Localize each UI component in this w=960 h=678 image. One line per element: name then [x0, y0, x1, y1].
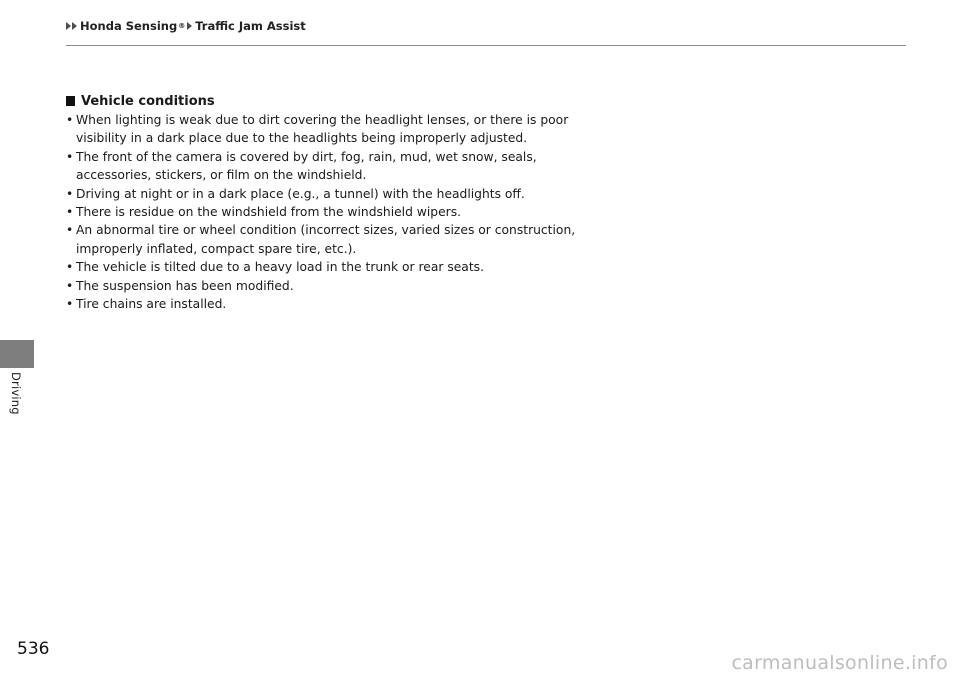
section-heading [66, 92, 606, 110]
chapter-label: Driving [9, 372, 23, 415]
list-item-text: The suspension has been modified. [76, 278, 294, 293]
list-item-text: Tire chains are installed. [76, 297, 227, 312]
condition-list [66, 111, 606, 313]
square-bullet-icon [66, 96, 75, 106]
bullet-icon: • [66, 260, 74, 275]
list-item [66, 111, 606, 148]
watermark: carmanualsonline.info [731, 652, 948, 674]
list-item-text: The vehicle is tilted due to a heavy load in the trunk or rear seats. [76, 260, 484, 275]
list-item-text: An abnormal tire or wheel condition (incorrect sizes, varied sizes or construction, improperly inflated, compact spare tire, etc.). [76, 223, 576, 256]
bullet-icon: • [66, 186, 74, 201]
header-divider [66, 45, 906, 46]
list-item [66, 295, 606, 313]
list-item-text: Driving at night or in a dark place (e.g., a tunnel) with the headlights off. [76, 186, 525, 201]
bullet-icon: • [66, 149, 74, 164]
list-item [66, 203, 606, 221]
registered-mark: ® [178, 22, 186, 30]
list-item [66, 277, 606, 295]
breadcrumb-arrow-icon [66, 22, 71, 30]
list-item-text: When lighting is weak due to dirt covering the headlight lenses, or there is poor visibility in a dark place due to the headlights being improperly adjusted. [76, 113, 569, 146]
breadcrumb-item-traffic-jam-assist[interactable]: Traffic Jam Assist [195, 19, 306, 33]
list-item-text: The front of the camera is covered by dirt, fog, rain, mud, wet snow, seals, accessories, stickers, or film on the windshield. [76, 149, 537, 183]
section-heading-text: Vehicle conditions [81, 93, 215, 109]
list-item-text: There is residue on the windshield from the windshield wipers. [76, 205, 462, 220]
breadcrumb-item-honda-sensing[interactable]: Honda Sensing [80, 19, 178, 33]
chapter-tab-marker [0, 340, 34, 368]
breadcrumb [66, 19, 306, 33]
bullet-icon: • [66, 205, 74, 220]
bullet-icon: • [66, 297, 74, 312]
bullet-icon: • [66, 278, 74, 293]
breadcrumb-arrow-icon [187, 22, 192, 30]
main-content [66, 92, 606, 313]
bullet-icon: • [66, 223, 74, 238]
breadcrumb-arrow-icon [72, 22, 77, 30]
bullet-icon: • [66, 113, 74, 127]
list-item [66, 221, 606, 258]
list-item [66, 185, 606, 203]
page-number: 536 [17, 639, 50, 659]
list-item [66, 148, 606, 185]
list-item [66, 258, 606, 276]
